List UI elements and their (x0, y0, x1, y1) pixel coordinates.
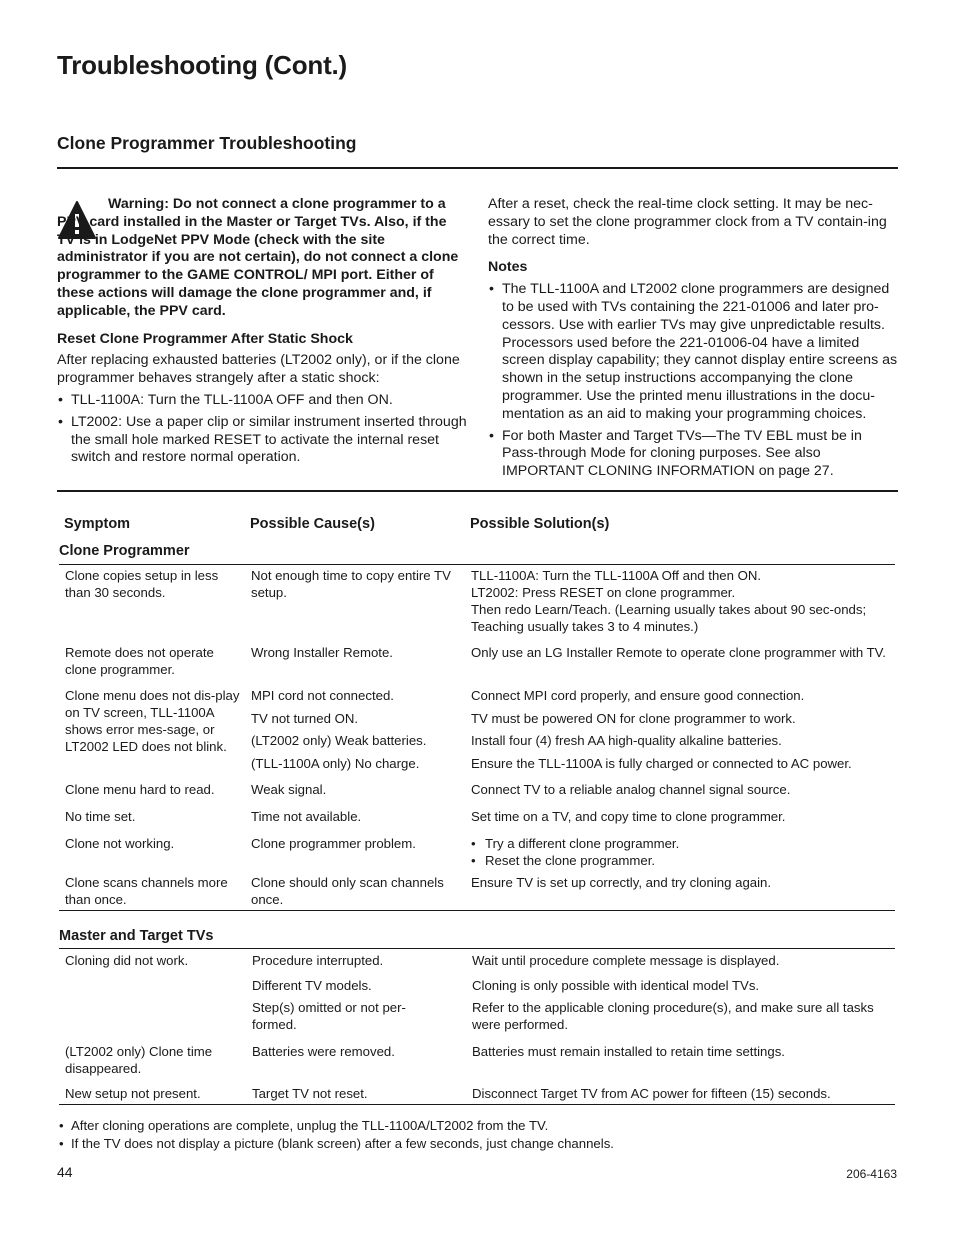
section-master-target: Master and Target TVs (59, 928, 214, 944)
intro-rule (57, 490, 898, 492)
symptom-cell: No time set. (65, 809, 136, 824)
solution-bullet: • Try a different clone programmer. (471, 836, 680, 851)
right-column (488, 196, 898, 485)
cause-cell: (LT2002 only) Weak batteries. (251, 733, 427, 748)
symptom-cell: Clone not working. (65, 836, 175, 851)
cause-cell: TV not turned ON. (251, 711, 359, 726)
symptom-cell: Clone menu hard to read. (65, 782, 215, 797)
section-title: Clone Programmer Troubleshooting (57, 133, 357, 153)
symptom-cell: (LT2002 only) Clone time disappeared. (65, 1044, 213, 1076)
cause-cell: Clone should only scan channels once. (251, 875, 444, 907)
footnote: • After cloning operations are complete, unplug the TLL-1100A/LT2002 from the TV. (57, 1117, 614, 1135)
page-title: Troubleshooting (Cont.) (57, 50, 348, 80)
cause-cell: Batteries were removed. (252, 1044, 395, 1059)
solution-cell: Disconnect Target TV from AC power for fifteen (15) seconds. (472, 1086, 831, 1101)
solution-cell: Connect MPI cord properly, and ensure good connection. (471, 688, 805, 703)
solution-cell: Install four (4) fresh AA high-quality alkaline batteries. (471, 733, 782, 748)
cause-cell: Wrong Installer Remote. (251, 645, 393, 660)
reset-bullet: • TLL-1100A: Turn the TLL-1100A OFF and then ON. (57, 392, 467, 410)
reset-bullet: • LT2002: Use a paper clip or similar instrument inserted through the small hole marked RESET to activate the internal reset switch and restore normal operation. (57, 414, 467, 467)
note-item: • For both Master and Target TVs—The TV EBL must be in Pass-through Mode for cloning purposes. See also IMPORTANT CLONING INFORMATION on page 27. (488, 428, 898, 481)
left-column (57, 196, 467, 471)
solution-cell: Ensure the TLL-1100A is fully charged or connected to AC power. (471, 756, 852, 771)
table-rule (59, 948, 895, 949)
solution-cell: Cloning is only possible with identical model TVs. (472, 978, 760, 993)
solution-cell: TLL-1100A: Turn the TLL-1100A Off and then ON. LT2002: Press RESET on clone programmer. Then redo Learn/Teach. (Learning usually takes about 90 sec-onds; Teaching usually takes 3 to 4 minutes.) (471, 568, 867, 634)
table-rule (59, 1104, 895, 1105)
solution-cell: Set time on a TV, and copy time to clone programmer. (471, 809, 786, 824)
symptom-cell: New setup not present. (65, 1086, 201, 1101)
cause-cell: Weak signal. (251, 782, 327, 797)
reset-intro: After replacing exhausted batteries (LT2002 only), or if the clone programmer behaves strangely after a static shock: (57, 352, 460, 387)
solution-cell: Batteries must remain installed to retain time settings. (472, 1044, 785, 1059)
note-item: • The TLL-1100A and LT2002 clone programmers are designed to be used with TVs containing the 221-01006 and later pro-cessors. Use with earlier TVs may give unpredictable results. Processors used before the 221-01006-04 have a limited screen display capability; they cannot display entire screens as shown in the setup instructions accompanying the clone programmer. Use the printed menu illustrations in the docu-mentation as an aid to making your programming choices. (488, 281, 898, 423)
table-rule (59, 564, 895, 565)
reset-heading: Reset Clone Programmer After Static Shock (57, 330, 353, 347)
footnotes (57, 1117, 614, 1152)
cause-cell: Clone programmer problem. (251, 836, 416, 851)
symptom-cell: Clone copies setup in less than 30 seconds. (65, 568, 219, 600)
reset-followup: After a reset, check the real-time clock setting. It may be nec-essary to set the clone programmer clock from a TV contain-ing the correct time. (488, 196, 887, 248)
footnote: • If the TV does not display a picture (blank screen) after a few seconds, just change channels. (57, 1135, 614, 1153)
symptom-cell: Cloning did not work. (65, 953, 189, 968)
solution-cell: Ensure TV is set up correctly, and try cloning again. (471, 875, 772, 890)
solution-cell: Wait until procedure complete message is displayed. (472, 953, 780, 968)
cause-cell: Target TV not reset. (252, 1086, 368, 1101)
cause-cell: Procedure interrupted. (252, 953, 384, 968)
notes-heading: Notes (488, 259, 528, 276)
section-rule (57, 167, 898, 169)
cause-cell: Step(s) omitted or not per-formed. (252, 1000, 406, 1032)
section-clone-programmer: Clone Programmer (59, 543, 190, 559)
symptom-cell: Clone menu does not dis-play on TV screen, TLL-1100A shows error mes-sage, or LT2002 LED does not blink. (65, 688, 240, 754)
symptom-cell: Clone scans channels more than once. (65, 875, 228, 907)
header-symptom: Symptom (64, 516, 131, 532)
cause-cell: Not enough time to copy entire TV setup. (251, 568, 451, 600)
page-number: 44 (57, 1164, 73, 1180)
header-cause: Possible Cause(s) (250, 516, 375, 532)
header-solution: Possible Solution(s) (470, 516, 610, 532)
solution-cell: Only use an LG Installer Remote to operate clone programmer with TV. (471, 645, 886, 660)
solution-cell: Refer to the applicable cloning procedure(s), and make sure all tasks were performed. (472, 1000, 874, 1032)
cause-cell: Time not available. (251, 809, 362, 824)
cause-cell: MPI cord not connected. (251, 688, 394, 703)
symptom-cell: Remote does not operate clone programmer. (65, 645, 214, 677)
document-number: 206-4163 (846, 1167, 897, 1181)
solution-cell: Connect TV to a reliable analog channel signal source. (471, 782, 791, 797)
solution-cell (471, 835, 891, 869)
solution-cell: TV must be powered ON for clone programmer to work. (471, 711, 796, 726)
warning-text: Warning: Do not connect a clone programmer to a PPV card installed in the Master or Target TVs. Also, if the TV is in LodgeNet PPV Mode (check with the site administrator if you are not certain), do not connect a clone programmer to the GAME CONTROL/ MPI port. Either of these actions will damage the clone programmer and, if applicable, the PPV card. (57, 196, 459, 319)
solution-bullet: • Reset the clone programmer. (471, 853, 656, 868)
table-rule (59, 910, 895, 911)
cause-cell: Different TV models. (252, 978, 372, 993)
cause-cell: (TLL-1100A only) No charge. (251, 756, 420, 771)
